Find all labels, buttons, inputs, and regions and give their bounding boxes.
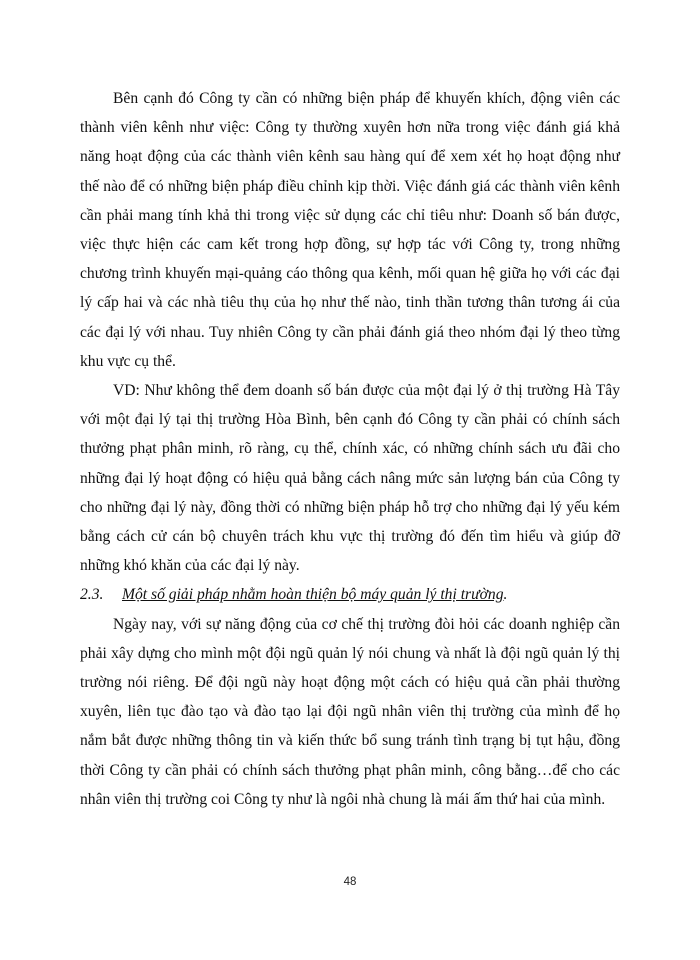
section-title-period: . [503, 586, 508, 604]
section-number: 2.3. [80, 586, 104, 604]
section-title: Một số giải pháp nhằm hoàn thiện bộ máy quản lý thị trường [122, 586, 504, 604]
section-heading [80, 580, 620, 609]
document-body [80, 84, 620, 814]
paragraph-market-management: Ngày nay, với sự năng động của cơ chế thị trường đòi hỏi các doanh nghiệp cần phải xây dựng cho mình một đội ngũ quản lý nói chung và nhất là đội ngũ quản lý thị trường nói riêng. Để đội ngũ này hoạt động một cách có hiệu quả cần phải thường xuyên, liên tục đào tạo và đào tạo lại đội ngũ nhân viên thị trường của mình để họ nắm bắt được những thông tin và kiến thức bổ sung tránh tình trạng bị tụt hậu, đồng thời Công ty cần phải có chính sách thưởng phạt phân minh, công bằng…để cho các nhân viên thị trường coi Công ty như là ngôi nhà chung là mái ấm thứ hai của mình. [80, 615, 620, 808]
page-number: 48 [343, 876, 357, 888]
paragraph-channel-member-incentives: Bên cạnh đó Công ty cần có những biện pháp để khuyến khích, động viên các thành viên kênh như việc: Công ty thường xuyên hơn nữa trong việc đánh giá khả năng hoạt động của các thành viên kênh sau hàng quí để xem xét họ hoạt động như thế nào để có những biện pháp điều chỉnh kịp thời. Việc đánh giá các thành viên kênh cần phải mang tính khả thi trong việc sử dụng các chỉ tiêu như: Doanh số bán được, việc thực hiện các cam kết trong hợp đồng, sự hợp tác với Công ty, trong những chương trình khuyến mại-quảng cáo thông qua kênh, mối quan hệ giữa họ với các đại lý cấp hai và các nhà tiêu thụ của họ như thế nào, tinh thần tương thân tương ái của các đại lý với nhau. Tuy nhiên Công ty cần phải đánh giá theo nhóm đại lý theo từng khu vực cụ thể. [80, 90, 620, 370]
paragraph-example-evaluation: VD: Như không thể đem doanh số bán được của một đại lý ở thị trường Hà Tây với một đại lý tại thị trường Hòa Bình, bên cạnh đó Công ty cần phải có chính sách thưởng phạt phân minh, rõ ràng, cụ thể, chính xác, có những chính sách ưu đãi cho những đại lý hoạt động có hiệu quả bằng cách nâng mức sản lượng bán của Công ty cho những đại lý này, đồng thời có những biện pháp hỗ trợ cho những đại lý yếu kém bằng cách cử cán bộ chuyên trách khu vực thị trường đó đến tìm hiểu và giúp đỡ những khó khăn của các đại lý này. [80, 382, 620, 575]
